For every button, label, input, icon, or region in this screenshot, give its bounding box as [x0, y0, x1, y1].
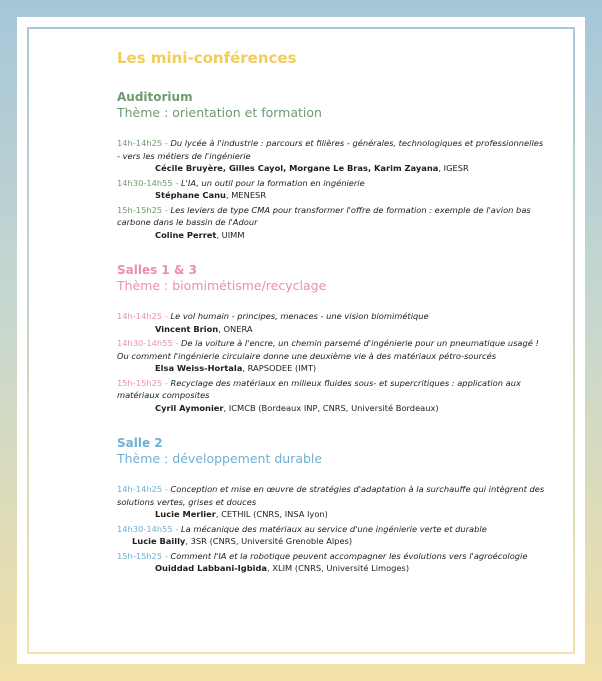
speaker-affiliation: , CETHIL (CNRS, INSA lyon) [215, 509, 328, 519]
talk-title: Comment l'IA et la robotique peuvent accompagner les évolutions vers l'agroécologie [170, 550, 528, 561]
speaker-affiliation: , 3SR (CNRS, Université Grenoble Alpes) [185, 536, 353, 546]
talk-item [117, 204, 547, 242]
talk-time: 14h30-14h55 [117, 338, 173, 348]
speaker-names: Ouiddad Labbani-Igbida [155, 563, 268, 573]
talk-speakers [117, 562, 547, 575]
talk-time: 14h-14h25 [117, 484, 163, 494]
talk-title-line: 14h30-14h55 - De la voiture à l'encre, un chemin parsemé d'ingénierie pour un pneumatique usagé ! Ou comment l'ingénierie circulaire donne une deuxième vie à des matériaux pétro-sourcés [117, 338, 539, 361]
talk-speakers [117, 508, 547, 521]
talk-time: 15h-15h25 [117, 377, 163, 388]
speaker-affiliation: , IGESR [438, 163, 469, 173]
program-content [117, 49, 547, 597]
talk-title-line: 15h-15h25 - Les leviers de type CMA pour transformer l'offre de formation : exemple de l'avion bas carbone dans le bassin de l'Adour [117, 204, 531, 227]
speaker-names: Elsa Weiss-Hortala [155, 363, 243, 373]
talk-speakers [117, 189, 547, 202]
section-auditorium [117, 90, 547, 241]
talk-speakers [117, 362, 547, 375]
talk-title: La mécanique des matériaux au service d'une ingénierie verte et durable [181, 523, 487, 534]
speaker-affiliation: , XLIM (CNRS, Université Limoges) [267, 563, 410, 573]
talk-title-line: 14h30-14h55 - La mécanique des matériaux au service d'une ingénierie verte et durable [117, 523, 487, 534]
talk-title-line: 14h-14h25 - Le vol humain - principes, menaces - une vision biomimétique [117, 311, 429, 321]
speaker-names: Vincent Brion [155, 323, 219, 334]
section-salles-1-3 [117, 263, 547, 414]
talk-title: Les leviers de type CMA pour transformer l'offre de formation : exemple de l'avion bas carbone dans le bassin de l'Adour [117, 204, 531, 227]
speaker-affiliation: , MENESR [225, 190, 267, 200]
talk-speakers [117, 229, 547, 242]
talk-title-line: 14h30-14h55 - L'IA, un outil pour la formation en ingénierie [117, 177, 365, 188]
room-name: Salle 2 [117, 436, 163, 450]
room-name: Salles 1 & 3 [117, 263, 197, 277]
speaker-names: Coline Perret [155, 229, 217, 240]
speaker-names: Cyril Aymonier [155, 402, 224, 413]
program-card [17, 17, 585, 664]
talk-item [117, 483, 547, 521]
talk-item [117, 550, 547, 575]
talk-speakers [117, 162, 547, 175]
speaker-affiliation: , ONERA [218, 323, 253, 334]
talk-time: 14h-14h25 [117, 311, 163, 321]
talk-title: Recyclage des matériaux en milieux fluides sous- et supercritiques : application aux matériaux composites [117, 377, 521, 400]
talk-item [117, 377, 547, 415]
talk-speakers [117, 402, 547, 415]
speaker-affiliation: , ICMCB (Bordeaux INP, CNRS, Université Bordeaux) [223, 402, 439, 413]
speaker-names: Cécile Bruyère, Gilles Cayol, Morgane Le Bras, Karim Zayana [155, 163, 439, 173]
talk-speakers [117, 535, 547, 548]
talk-item [117, 137, 547, 175]
talk-speakers [117, 323, 547, 336]
talk-title: Conception et mise en œuvre de stratégies d'adaptation à la surchauffe qui intègrent des solutions vertes, grises et douces [117, 484, 545, 507]
talk-title-line: 14h-14h25 - Du lycée à l'industrie : parcours et filières - générales, technologiques et professionnelles - vers les métiers de l'ingénierie [117, 138, 544, 161]
talk-title: De la voiture à l'encre, un chemin parsemé d'ingénierie pour un pneumatique usagé ! Ou comment l'ingénierie circulaire donne une deuxième vie à des matériaux pétro-sourcés [117, 338, 539, 361]
page-title: Les mini-conférences [117, 49, 297, 67]
talk-title: Le vol humain - principes, menaces - une vision biomimétique [170, 311, 429, 321]
speaker-names: Lucie Merlier [155, 509, 216, 519]
speaker-names: Stéphane Canu [155, 190, 226, 200]
talk-title-line: 14h-14h25 - Conception et mise en œuvre de stratégies d'adaptation à la surchauffe qui intègrent des solutions vertes, grises et douces [117, 484, 545, 507]
talk-title: L'IA, un outil pour la formation en ingénierie [181, 177, 365, 188]
room-name: Auditorium [117, 90, 193, 104]
section-salle-2 [117, 436, 547, 575]
talk-time: 15h-15h25 [117, 550, 163, 561]
section-theme: Thème : développement durable [117, 451, 323, 466]
talk-item [117, 310, 547, 335]
talk-item [117, 337, 547, 375]
talk-time: 14h-14h25 [117, 138, 163, 148]
speaker-names: Lucie Bailly [132, 536, 186, 546]
talk-title-line: 15h-15h25 - Recyclage des matériaux en milieux fluides sous- et supercritiques : application aux matériaux composites [117, 377, 521, 400]
speaker-affiliation: , UIMM [216, 229, 245, 240]
speaker-affiliation: , RAPSODEE (IMT) [242, 363, 317, 373]
talk-title-line: 15h-15h25 - Comment l'IA et la robotique peuvent accompagner les évolutions vers l'agroécologie [117, 550, 528, 561]
talk-title: Du lycée à l'industrie : parcours et filières - générales, technologiques et professionnelles - vers les métiers de l'ingénierie [117, 138, 544, 161]
section-theme: Thème : biomimétisme/recyclage [117, 278, 327, 293]
talk-item [117, 523, 547, 548]
talk-time: 14h30-14h55 [117, 523, 173, 534]
talk-item [117, 177, 547, 202]
section-theme: Thème : orientation et formation [117, 105, 322, 120]
talk-time: 15h-15h25 [117, 204, 163, 215]
talk-time: 14h30-14h55 [117, 177, 173, 188]
